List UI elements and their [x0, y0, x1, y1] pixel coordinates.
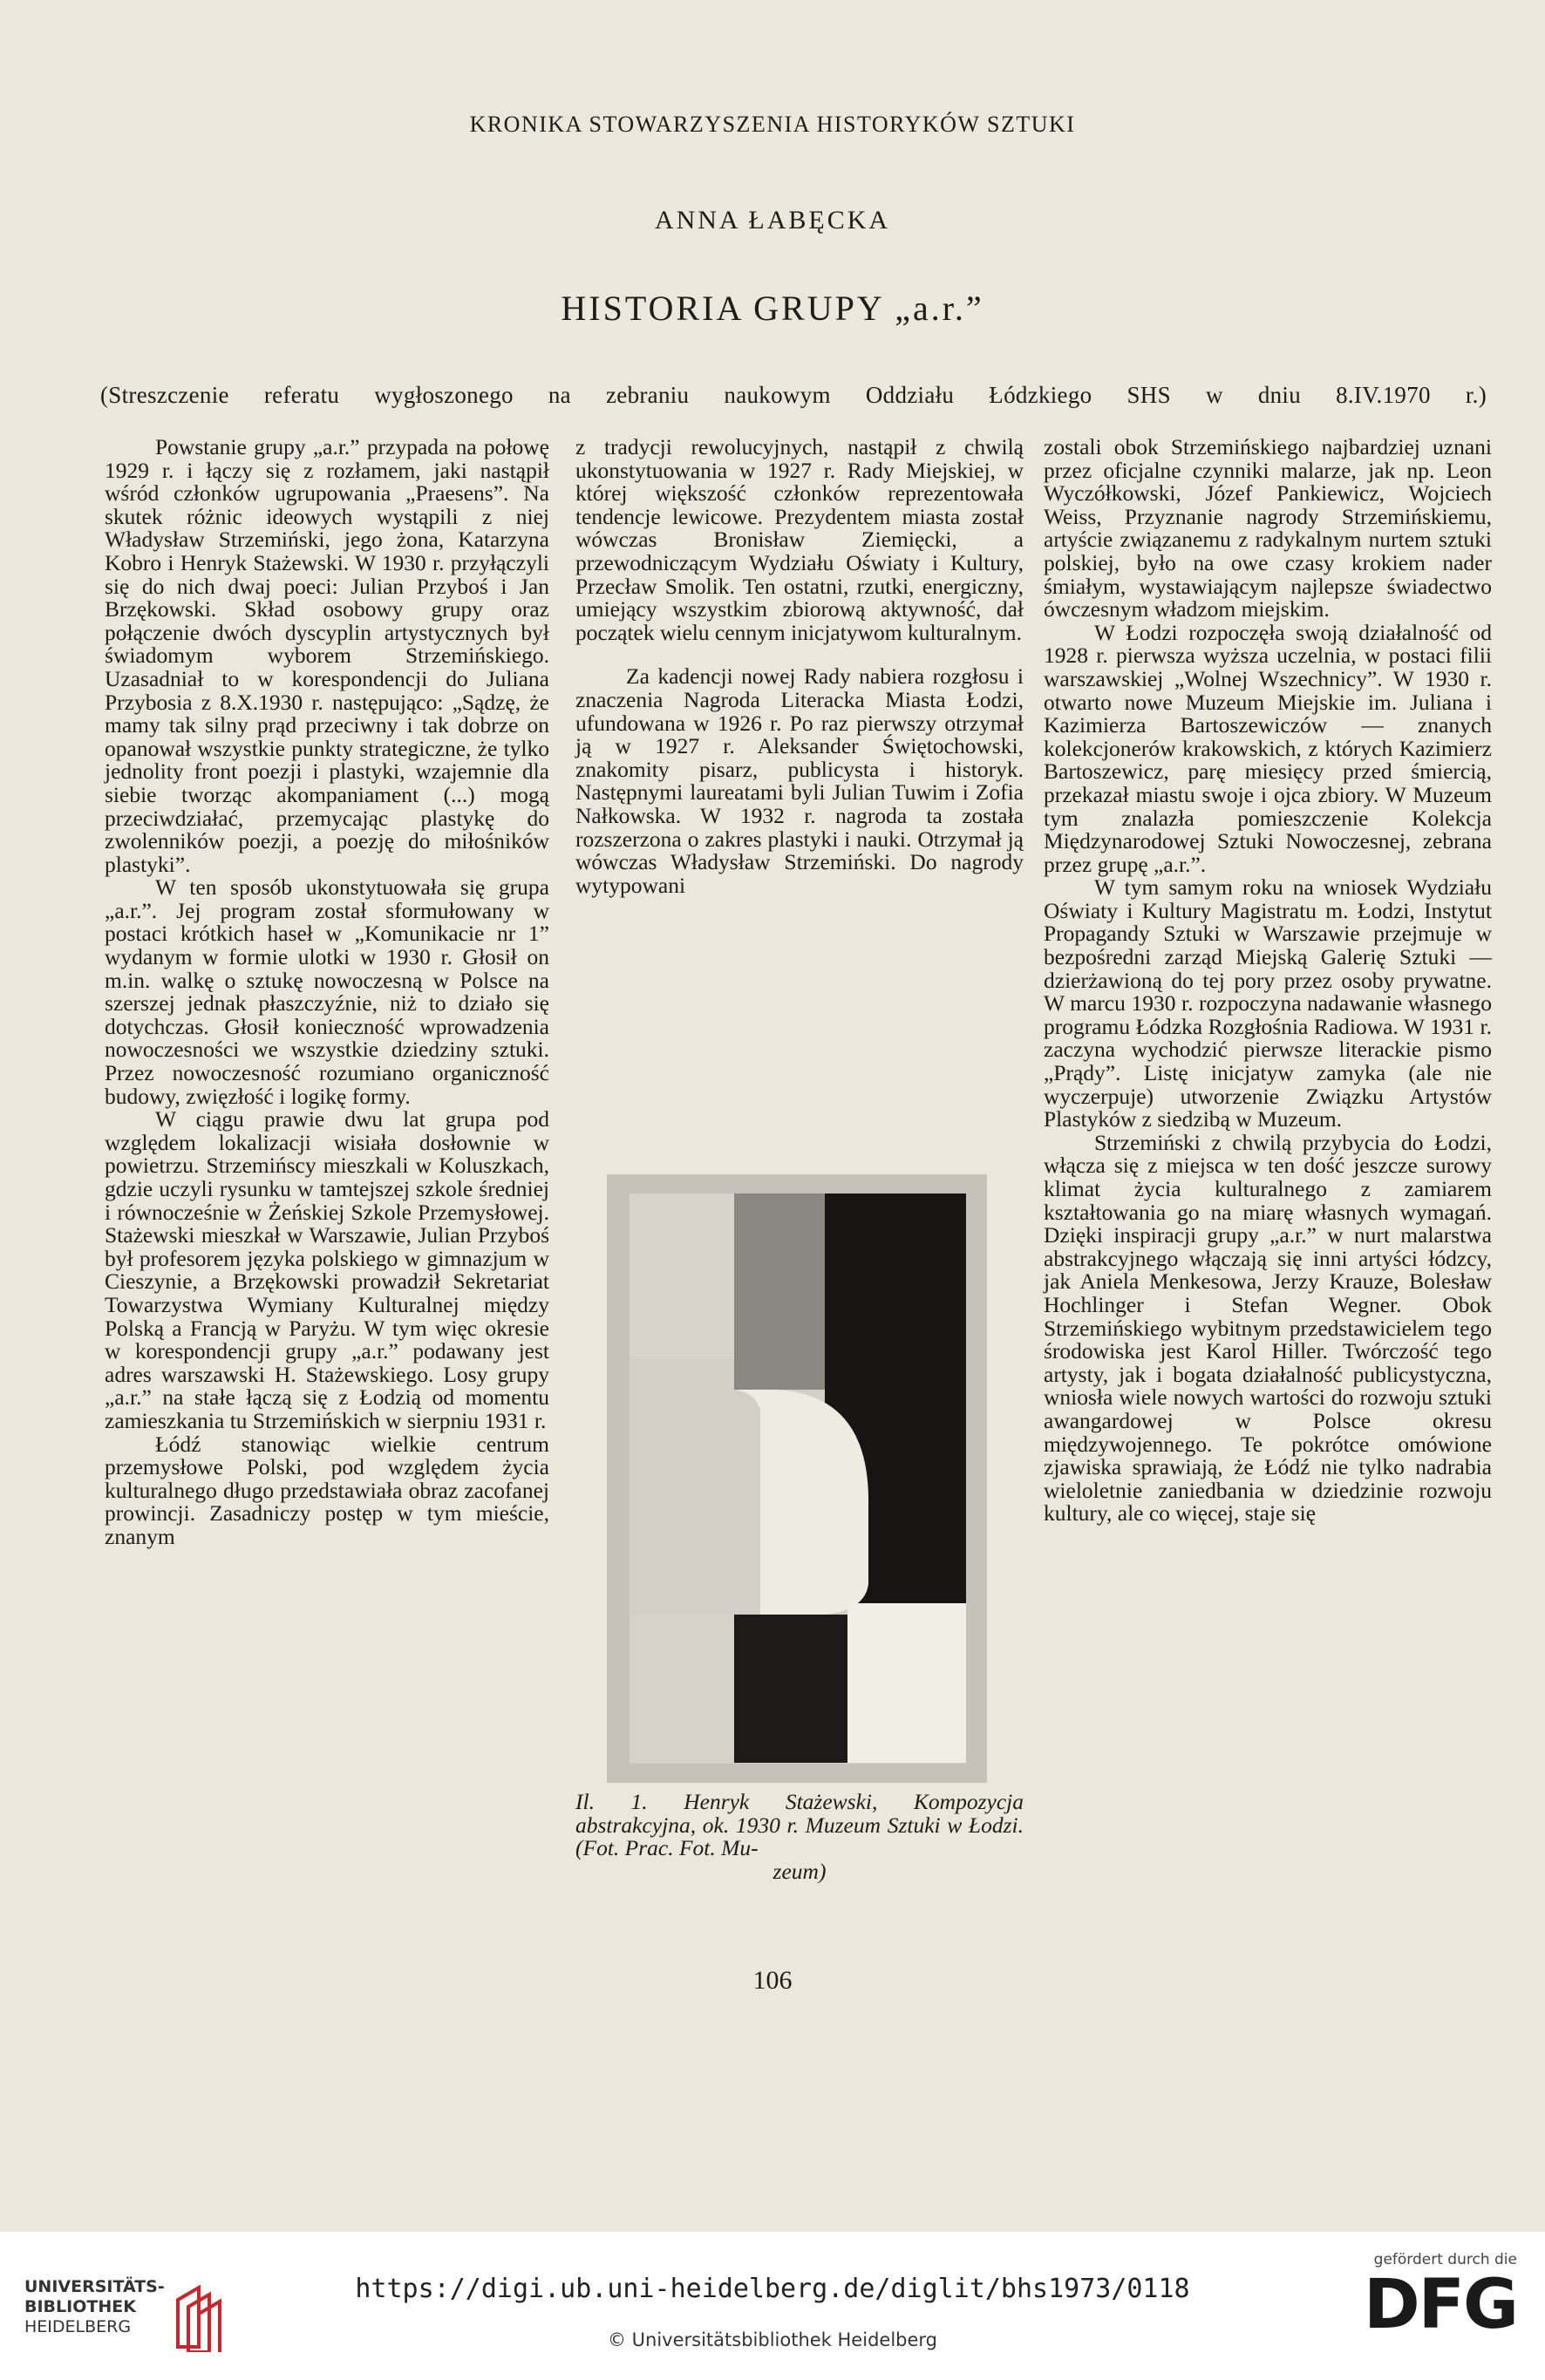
figure-caption [575, 1791, 1024, 1883]
paragraph: Powstanie grupy „a.r.” przypada na połowę 1929 r. i łączy się z rozłamem, jaki nastąpił wśród członków ugrupowania „Praesens”. Na skutek różnic ideowych wystąpili z niej Władysław Strzemiński, jego żona, Katarzyna Kobro i Henryk Stażewski. W 1930 r. przyłączyli się do nich dwaj poeci: Julian Przyboś i Jan Brzękowski. Skład osobowy grupy oraz połączenie dwóch dyscyplin artystycznych był świadomym wyborem Strzemińskiego. Uzasadniał to w korespondencji do Juliana Przybosia z 8.X.1930 r. następująco: „Sądzę, że mamy tak silny prąd przeciwny i tak dobrze on opanował wszystkie punkty strategiczne, że tylko jednolity front poezji i plastyki, wzajemnie dla siebie tworząc akompaniament (...) mogą przeciwdziałać, przemycając plastykę do zwolenników poezji, a poezję do miłośników plastyki”. [105, 434, 549, 877]
paragraph: Za kadencji nowej Rady nabiera rozgłosu i znaczenia Nagroda Literacka Miasta Łodzi, ufundowana w 1926 r. Po raz pierwszy otrzymał ją w 1927 r. Aleksander Świętochowski, znakomity pisarz, publicysta i historyk. Następnymi laureatami byli Julian Tuwim i Zofia Nałkowska. W 1932 r. nagroda ta została rozszerzona o zakres plastyki i nauki. Otrzymał ją wówczas Władysław Strzemiński. Do nagrody wytypowani [575, 663, 1024, 898]
caption-text: Il. 1. Henryk Stażewski, Kompozycja abstrakcyjna, ok. 1930 r. Muzeum Sztuki w Łodzi. (Fot. Prac. Fot. Mu- [575, 1789, 1024, 1861]
library-name-line2: BIBLIOTHEK [24, 2297, 136, 2316]
text-column-1 [105, 436, 549, 1549]
text-column-2 [575, 436, 1024, 897]
paragraph: Strzemiński z chwilą przybycia do Łodzi, włącza się z miejsca w ten dość jeszcze surowy klimat życia kulturalnego z zamiarem kształtowania go na miarę własnych wymagań. Dzięki inspiracji grupy „a.r.” w nurt malarstwa abstrakcyjnego włączają się inni artyści łódzcy, jak Aniela Menkesowa, Jerzy Krauze, Bolesław Hochlinger i Stefan Wegner. Obok Strzemińskiego wybitnym przedstawicielem tego środowiska jest Karol Hiller. Twórczość tego artysty, jak i bogata działalność publicystyczna, wniosła wiele nowych wartości do rozwoju sztuki awangardowej w Polsce okresu międzywojennego. Te pokrótce omówione zjawiska sprawiają, że Łódź nie tylko nadrabia wieloletnie zaniedbania w dziedzinie rozwoju kultury, ale co więcej, staje się [1044, 1129, 1492, 1527]
dfg-sponsor-logo [1343, 2251, 1517, 2342]
library-name-line3: HEIDELBERG [24, 2317, 132, 2336]
paragraph: W ciągu prawie dwu lat grupa pod względem lokalizacji wisiała dosłownie w powietrzu. Strzemińscy mieszkali w Koluszkach, gdzie uczyli rysunku w tamtejszej szkole średniej i równocześnie w Żeńskiej Szkole Przemysłowej. Stażewski mieszkał w Warszawie, Julian Przyboś był profesorem języka polskiego w gimnazjum w Cieszynie, a Brzękowski prowadził Sekretariat Towarzystwa Wymiany Kulturalnej między Polską a Francją w Paryżu. W tym więc okresie w korespondencji grupy „a.r.” podawany jest adres warszawski H. Stażewskiego. Losy grupy „a.r.” na stałe łączą się z Łodzią od momentu zamieszkania tu Strzemińskich w sierpniu 1931 r. [105, 1106, 549, 1433]
running-head: KRONIKA STOWARZYSZENIA HISTORYKÓW SZTUKI [469, 112, 1076, 137]
paragraph: W Łodzi rozpoczęła swoją działalność od 1928 r. pierwsza wyższa uczelnia, w postaci filii warszawskiej „Wolnej Wszechnicy”. W 1930 r. otwarto nowe Muzeum Miejskie im. Juliana i Kazimierza Bartoszewiczów — znanych kolekcjonerów krakowskich, z których Kazimierz Bartoszewicz, parę miesięcy przed śmiercią, przekazał miastu swoje i ojca zbiory. W Muzeum tym znalazła pomieszczenie Kolekcja Międzynarodowej Sztuki Nowoczesnej, zebrana przez grupę „a.r.”. [1044, 619, 1492, 877]
page-number: 106 [752, 1966, 793, 1995]
dfg-logo-text: DFG [1363, 2266, 1517, 2344]
paragraph: zostali obok Strzemińskiego najbardziej uznani przez oficjalne czynniki malarze, jak np. Leon Wyczółkowski, Józef Pankiewicz, Wojciech Weiss, Przyznanie nagrody Strzemińskiemu, artyście związanemu z radykalnym nurtem sztuki polskiej, było na owe czasy krokiem nader śmiałym, wystawiającym najlepsze świadectwo ówczesnym władzom miejskim. [1044, 434, 1492, 622]
digitization-footer [0, 2232, 1545, 2380]
source-url-link[interactable]: https://digi.ub.uni-heidelberg.de/diglit/bhs1973/0118 [355, 2274, 1190, 2304]
article-subtitle: (Streszczenie referatu wygłoszonego na zebraniu naukowym Oddziału Łódzkiego SHS w dniu 8.IV.1970 r.) [100, 382, 1487, 408]
abstract-composition-image [607, 1174, 987, 1783]
article-title: HISTORIA GRUPY „a.r.” [561, 289, 984, 328]
caption-text-end: zeum) [772, 1858, 827, 1884]
paragraph: W ten sposób ukonstytuowała się grupa „a.r.”. Jej program został sformułowany w postaci krótkich haseł w „Komunikacie nr 1” wydanym w formie ulotki w 1930 r. Głosił on m.in. walkę o sztukę nowoczesną w Polsce na szerszej jednak płaszczyźnie, niż to działo się dotychczas. Głosił konieczność wprowadzenia nowoczesności we wszystkie dziedziny sztuki. Przez nowoczesność rozumiano organiczność budowy, zwięzłość i logikę formy. [105, 874, 549, 1109]
figure-abstract-composition [607, 1174, 987, 1783]
library-name-line1: UNIVERSITÄTS- [24, 2277, 165, 2296]
paragraph: W tym samym roku na wniosek Wydziału Oświaty i Kultury Magistratu m. Łodzi, Instytut Propagandy Sztuki w Warszawie przejmuje w bezpośredni zarząd Miejską Galerię Sztuki — dzierżawioną do tej pory przez osoby prywatne. W marcu 1930 r. rozpoczyna nadawanie własnego programu Łódzka Rozgłośnia Radiowa. W 1931 r. zaczyna wychodzić pierwsze literackie pismo „Prądy”. Listę inicjatyw zamyka (ale nie wyczerpuje) utworzenie Związku Artystów Plastyków z siedzibą w Muzeum. [1044, 874, 1492, 1132]
article-author: ANNA ŁABĘCKA [654, 206, 891, 235]
sponsor-label: gefördert durch die [1373, 2251, 1517, 2268]
paragraph: z tradycji rewolucyjnych, nastąpił z chwilą ukonstytuowania w 1927 r. Rady Miejskiej, w której większość członków reprezentowała tendencje lewicowe. Prezydentem miasta został wówczas Bronisław Ziemięcki, a przewodniczącym Wydziału Oświaty i Kultury, Przecław Smolik. Ten ostatni, rzutki, energiczny, umiejący wszystkim zbiorową aktywność, dał początek wielu cennym inicjatywom kulturalnym. [575, 434, 1024, 645]
paragraph: Łódź stanowiąc wielkie centrum przemysłowe Polski, pod względem życia kulturalnego długo przedstawiała obraz zacofanej prowincji. Zasadniczy postęp w tym mieście, znanym [105, 1431, 549, 1549]
text-column-3 [1044, 436, 1492, 1526]
copyright-notice: © Universitätsbibliothek Heidelberg [607, 2329, 937, 2350]
